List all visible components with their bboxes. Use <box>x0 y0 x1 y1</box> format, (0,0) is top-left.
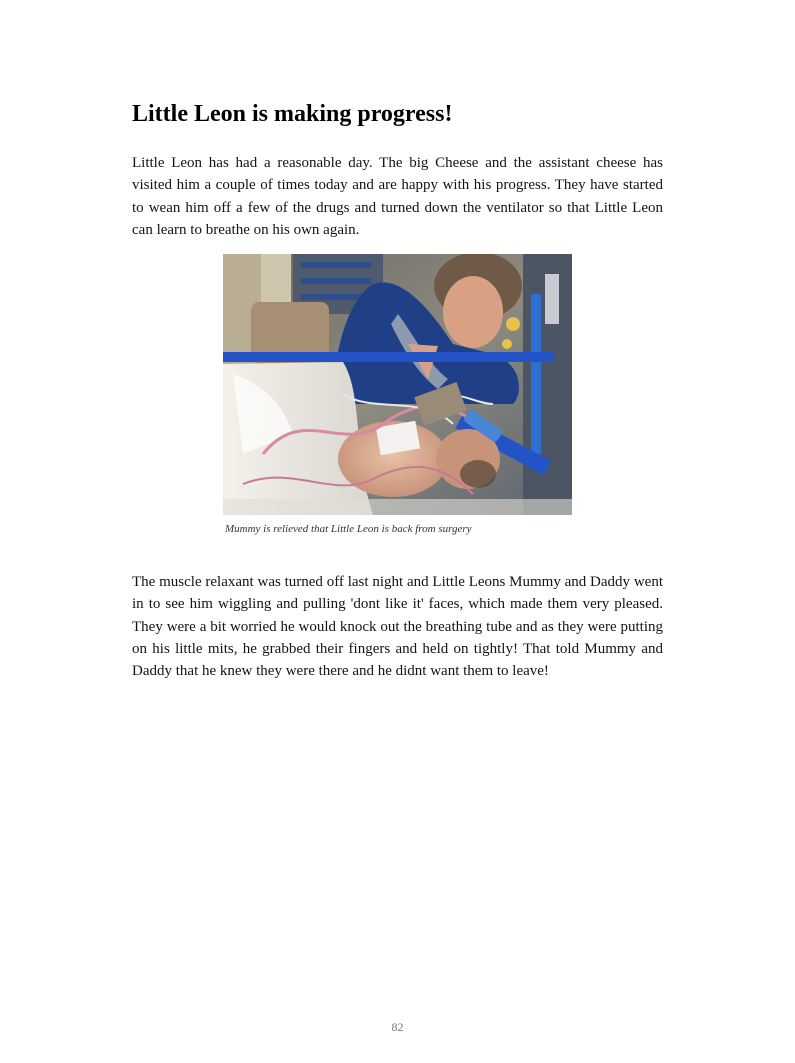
article-paragraph-1: Little Leon has had a reasonable day. The big Cheese and the assistant cheese has visited him a couple of times today and are happy with his progress. They have started to wean him off a few of the drugs and turned down the ventilator so that Little Leon can learn to breathe on his own again. <box>132 155 663 238</box>
hospital-photo <box>223 254 572 515</box>
page-number: 82 <box>391 1020 404 1034</box>
article-title: Little Leon is making progress! <box>132 101 453 127</box>
photo-caption: Mummy is relieved that Little Leon is back from surgery <box>225 523 472 535</box>
article-paragraph-2: The muscle relaxant was turned off last night and Little Leons Mummy and Daddy went in to see him wiggling and pulling 'dont like it' faces, which made them very pleased. They were a bit worried he would knock out the breathing tube and as they were putting on his little mits, he grabbed their fingers and held on tightly! That told Mummy and Daddy that he knew they were there and he didnt want them to leave! <box>132 574 663 680</box>
